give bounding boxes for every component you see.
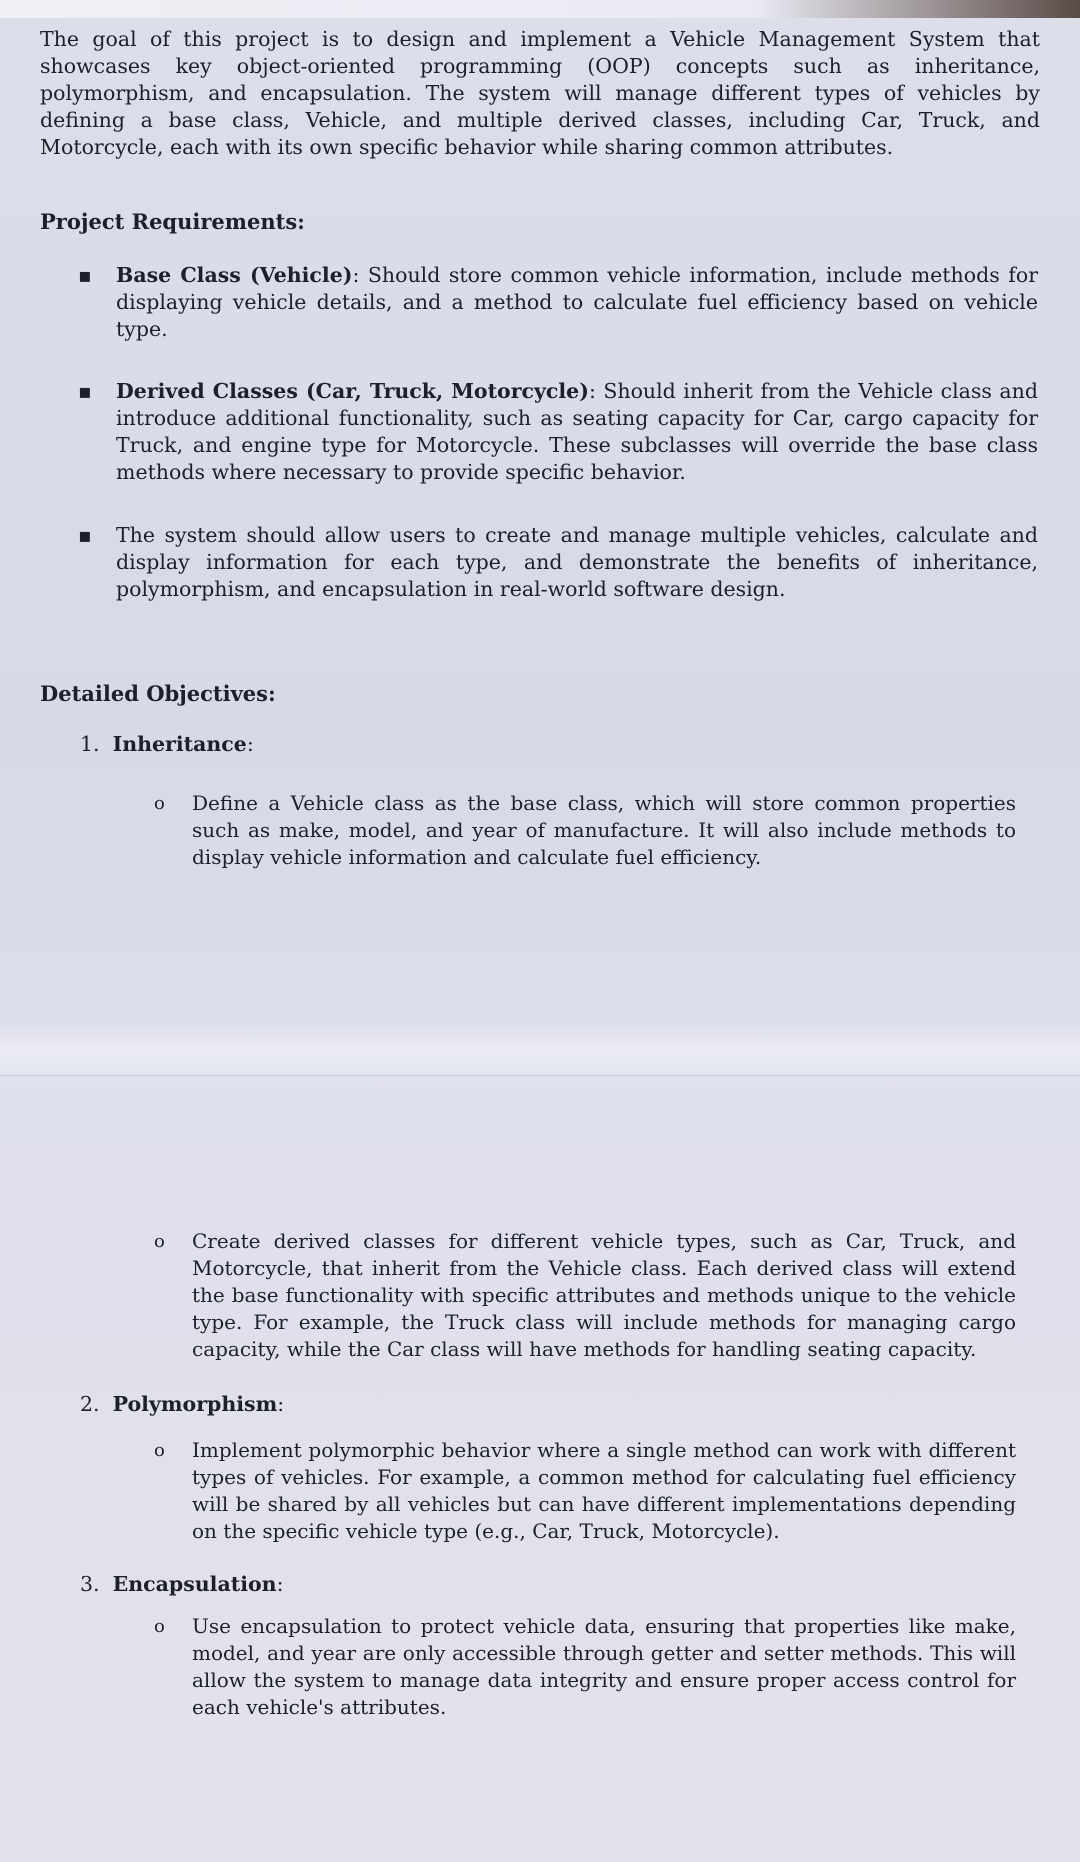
bullet-icon: ▪ (78, 379, 92, 403)
divider (0, 1075, 1080, 1076)
requirement-bold: Base Class (Vehicle) (116, 263, 353, 287)
bullet-icon: ▪ (78, 523, 92, 547)
requirement-item (78, 262, 1038, 343)
bullet-icon: ▪ (78, 263, 92, 287)
requirement-text: : Should inherit from the Vehicle class and introduce additional functionality, such as seating capacity for Car, cargo capacity for Truck, and engine type for Motorcycle. These subclasses will override the base class methods where necessary to provide specific behavior. (116, 379, 1038, 484)
sub-bullet-icon: o (154, 1231, 165, 1252)
objectives-heading: Detailed Objectives: (40, 681, 276, 706)
requirement-item (78, 378, 1038, 486)
objective-point: o Create derived classes for different vehicle types, such as Car, Truck, and Motorcycle, that inherit from the Vehicle class. Each derived class will extend the base functionality with specific attributes and methods unique to the vehicle type. For example, the Truck class will include methods for managing cargo capacity, while the Car class will have methods for handling seating capacity. (154, 1229, 1016, 1361)
objective-title: 3. Encapsulation: (80, 1572, 284, 1596)
objective-point: o Use encapsulation to protect vehicle data, ensuring that properties like make, model, and year are only accessible through getter and setter methods. This will allow the system to manage data integrity and ensure proper access control for each vehicle's attributes. (154, 1614, 1016, 1719)
objective-title: 1. Inheritance: (80, 732, 254, 756)
sub-bullet-icon: o (154, 793, 165, 814)
objective-point: o Implement polymorphic behavior where a single method can work with different types of vehicles. For example, a common method for calculating fuel efficiency will be shared by all vehicles but can have different implementations depending on the specific vehicle type (e.g., Car, Truck, Motorcycle). (154, 1438, 1016, 1543)
requirement-item (78, 522, 1038, 603)
objective-title: 2. Polymorphism: (80, 1392, 285, 1416)
sub-bullet-icon: o (154, 1440, 165, 1461)
objective-point: o Define a Vehicle class as the base class, which will store common properties such as make, model, and year of manufacture. It will also include methods to display vehicle information and calculate fuel efficiency. (154, 791, 1016, 869)
intro-paragraph: The goal of this project is to design and implement a Vehicle Management System that showcases key object-oriented programming (OOP) concepts such as inheritance, polymorphism, and encapsulation. The system will manage different types of vehicles by defining a base class, Vehicle, and multiple derived classes, including Car, Truck, and Motorcycle, each with its own specific behavior while sharing common attributes. (40, 27, 1040, 159)
sub-bullet-icon: o (154, 1616, 165, 1637)
requirement-bold: Derived Classes (Car, Truck, Motorcycle) (116, 379, 589, 403)
requirement-text: The system should allow users to create and manage multiple vehicles, calculate and display information for each type, and demonstrate the benefits of inheritance, polymorphism, and encapsulation in real-world software design. (116, 523, 1038, 601)
requirement-text: : Should store common vehicle information, include methods for displaying vehicle details, and a method to calculate fuel efficiency based on vehicle type. (116, 263, 1038, 341)
photo-glare-band (0, 1020, 1080, 1090)
requirements-heading: Project Requirements: (40, 209, 305, 234)
